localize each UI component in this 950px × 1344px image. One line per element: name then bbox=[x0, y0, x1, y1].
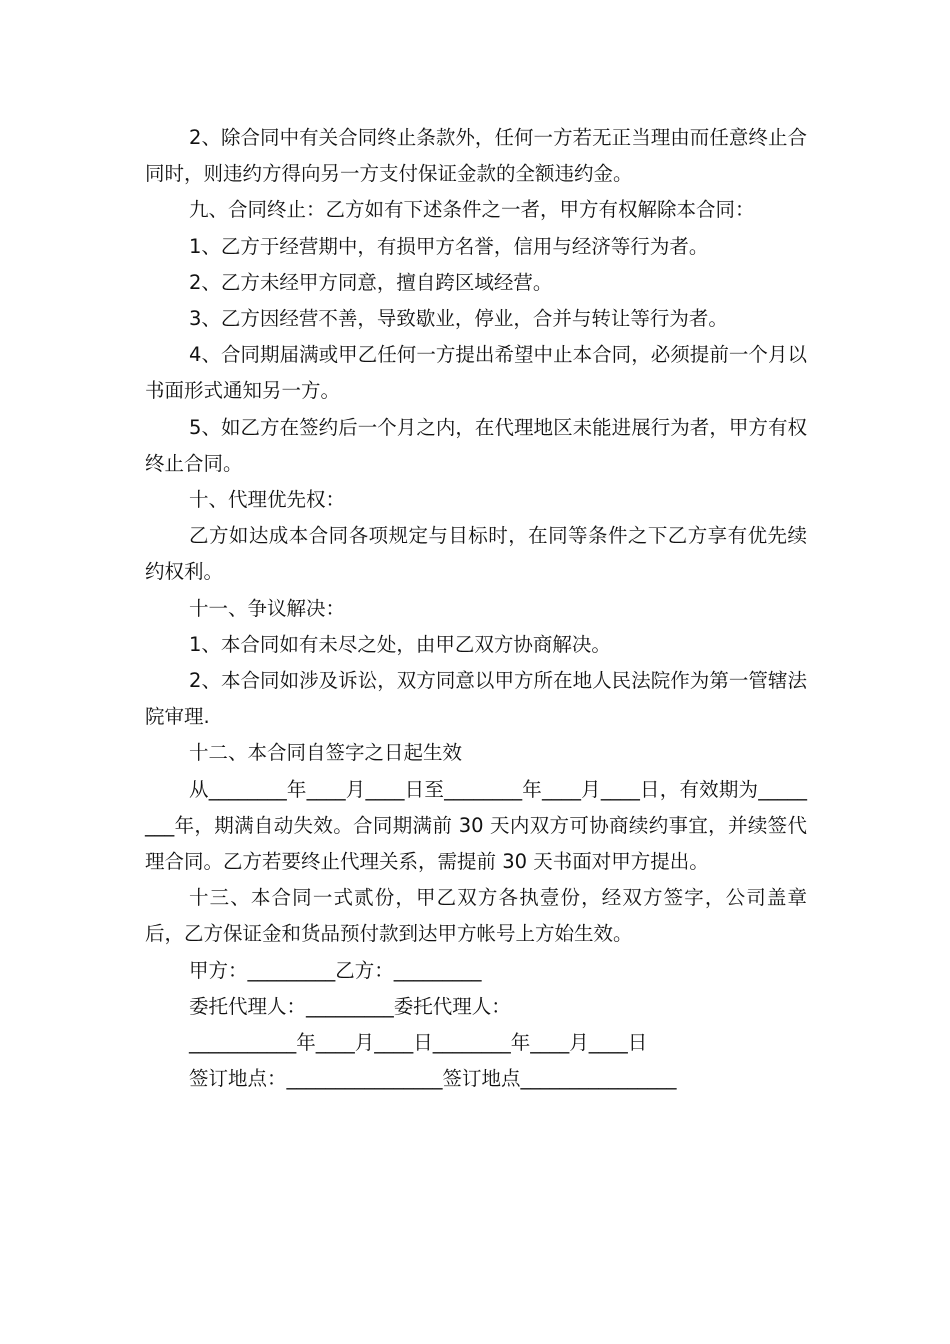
clause-9-item-3: 3、乙方因经营不善，导致歇业，停业，合并与转让等行为者。 bbox=[189, 307, 728, 331]
signature-party-line: 甲方：_________乙方：_________ bbox=[189, 958, 482, 982]
clause-11-heading: 十一、争议解决： bbox=[189, 596, 346, 620]
clause-9-item-4: 4、合同期届满或甲乙任何一方提出希望中止本合同，必须提前一个月以书面形式通知另一方。 bbox=[145, 343, 807, 403]
signature-agent-line: 委托代理人：_________委托代理人： bbox=[189, 994, 511, 1018]
clause-13-body: 十三、本合同一式贰份，甲乙双方各执壹份，经双方签字，公司盖章后，乙方保证金和货品预付款到达甲方帐号上方始生效。 bbox=[145, 886, 807, 946]
clause-12-heading: 十二、本合同自签字之日起生效 bbox=[189, 741, 463, 765]
clause-11-item-1: 1、本合同如有未尽之处，由甲乙双方协商解决。 bbox=[189, 632, 611, 656]
clause-9-item-2: 2、乙方未经甲方同意，擅自跨区域经营。 bbox=[189, 270, 553, 294]
signature-date-line: ___________年____月____日________年____月____日 bbox=[189, 1031, 648, 1055]
clause-9-heading: 九、合同终止：乙方如有下述条件之一者，甲方有权解除本合同： bbox=[189, 198, 755, 222]
clause-10-heading: 十、代理优先权： bbox=[189, 488, 346, 512]
clause-9-item-5: 5、如乙方在签约后一个月之内，在代理地区未能进展行为者，甲方有权终止合同。 bbox=[145, 415, 807, 475]
clause-10-body: 乙方如达成本合同各项规定与目标时，在同等条件之下乙方享有优先续约权利。 bbox=[145, 524, 807, 584]
clause-12-body: 从________年____月____日至________年____月____日，有效期为________年，期满自动失效。合同期满前 30 天内双方可协商续约事宜，并续签代理合同。乙方若要终止代理关系，需提前 30 天书面对甲方提出。 bbox=[145, 777, 807, 874]
clause-9-item-1: 1、乙方于经营期中，有损甲方名誉，信用与经济等行为者。 bbox=[189, 234, 709, 258]
document-body bbox=[145, 120, 807, 1097]
clause-11-item-2: 2、本合同如涉及诉讼，双方同意以甲方所在地人民法院作为第一管辖法院审理. bbox=[145, 669, 807, 729]
clause-8-item-2: 2、除合同中有关合同终止条款外，任何一方若无正当理由而任意终止合同时，则违约方得向另一方支付保证金款的全额违约金。 bbox=[145, 126, 807, 186]
signature-place-line: 签订地点：________________签订地点________________ bbox=[189, 1067, 677, 1091]
